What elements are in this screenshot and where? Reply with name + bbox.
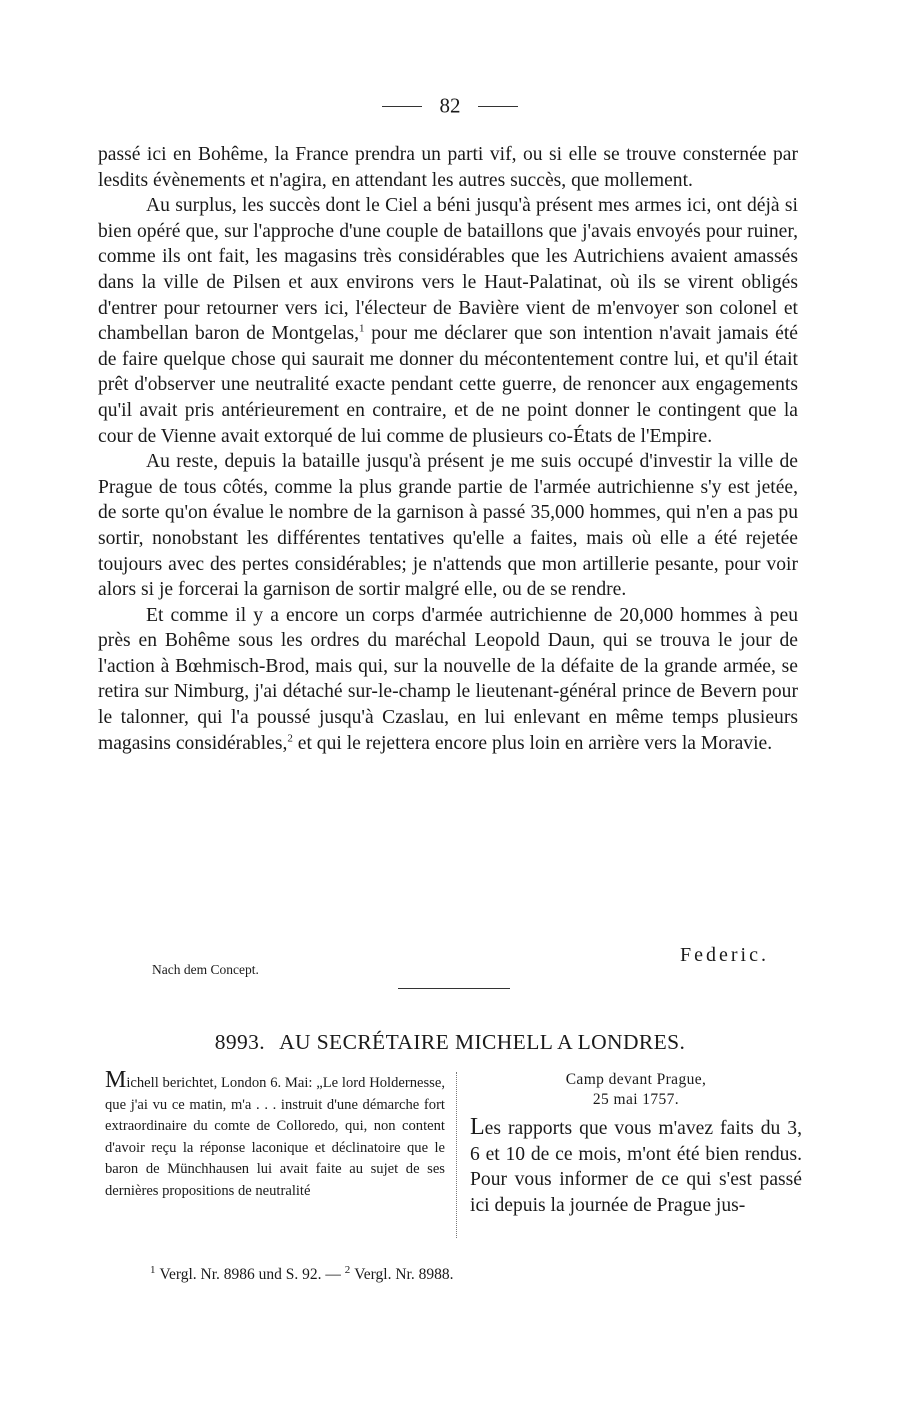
summary-initial: M — [105, 1067, 127, 1093]
header-rule-right — [478, 106, 518, 107]
footnote-1-text: Vergl. Nr. 8986 und S. 92. — — [159, 1266, 341, 1283]
main-body-text — [98, 142, 798, 756]
paragraph-4-part-b: et qui le rejettera encore plus loin en arrière vers la Moravie. — [292, 732, 773, 754]
signature: Federic. — [680, 944, 769, 966]
dateline-date: 25 mai 1757. — [592, 1090, 680, 1108]
paragraph-2-part-a: Au surplus, les succès dont le Ciel a béni jusqu'à présent mes armes ici, ont déjà si bien opéré que, sur l'approche d'une couple de bataillons que j'avais envoyés pour ruiner, comme ils ont fait, les magasins très considérables que les Autrichiens avaient amassés dans la ville de Pilsen et aux environs vers le Haut-Palatinat, où ils se virent obligés d'entrer pour retourner vers ici, l'électeur de Bavière vient de m'envoyer son colonel et chambellan baron de Montgelas, — [98, 195, 798, 345]
paragraph-3: Au reste, depuis la bataille jusqu'à présent je me suis occupé d'investir la ville de Prague de tous côtés, comme la plus grande partie de l'armée autrichienne s'y est jetée, de sorte qu'on évalue le nombre de la garnison à passé 35,000 hommes, qui n'en a pas pu sortir, nonobstant les différentes tentatives qu'elle a faites, mais où elle a été rejetée toujours avec des pertes considérables; je n'attends que mon artillerie pesante, pour voir alors si je forcerai la garnison de sortir malgré elle, ou de se rendre. — [98, 451, 798, 601]
footnote-ref-2: 2 — [287, 732, 293, 745]
footnote-2-marker: 2 — [344, 1263, 351, 1276]
letter-initial: L — [470, 1114, 485, 1140]
section-title: AU SECRÉTAIRE MICHELL A LONDRES. — [279, 1030, 686, 1054]
letter-text-block — [470, 1115, 802, 1218]
header-rule-left — [382, 106, 422, 107]
section-divider — [398, 988, 510, 989]
summary-text: ichell berichtet, London 6. Mai: „Le lord Holdernesse, que j'ai vu ce matin, m'a . . . instruit d'une démarche fort extraordinaire du comte de Colloredo, qui, non content d'avoir reçu la réponse laconique et déclinatoire que le baron de Münchhausen lui avait faite au sujet de ses dernières propositions de neutralité — [105, 1075, 445, 1199]
paragraph-2 — [98, 193, 798, 449]
page-number: 82 — [439, 93, 461, 118]
letter-text: es rapports que vous m'avez faits du 3, 6 et 10 de ce mois, m'ont été bien rendus. Pour vous informer de ce qui s'est passé ici depuis la journée de Prague jus- — [470, 1118, 802, 1216]
paragraph-1: passé ici en Bohême, la France prendra un parti vif, ou si elle se trouve consternée par lesdits évènements et n'agira, en attendant les autres succès, que mollement. — [98, 144, 798, 191]
section-heading — [0, 1030, 900, 1055]
column-divider — [456, 1072, 457, 1238]
page-header — [0, 92, 900, 122]
letter-column — [470, 1070, 802, 1218]
paragraph-4 — [98, 603, 798, 757]
dateline-place: Camp devant Prague, — [565, 1071, 707, 1088]
footnote-2-text: Vergl. Nr. 8988. — [354, 1266, 454, 1283]
footnotes — [150, 1263, 454, 1284]
section-number: 8993. — [214, 1030, 266, 1054]
paragraph-4-part-a: Et comme il y a encore un corps d'armée autrichienne de 20,000 hommes à peu près en Bohême sous les ordres du maréchal Leopold Daun, qui se trouva le jour de l'action à Bœhmisch-Brod, mais qui, sur la nouvelle de la défaite de la grande armée, se retira sur Nimburg, j'ai détaché sur-le-champ le lieutenant-général prince de Bevern pour le talonner, qui l'a poussé jusqu'à Czaslau, en lui enlevant en même temps plusieurs magasins considérables, — [98, 604, 798, 754]
footnote-1-marker: 1 — [150, 1263, 156, 1276]
footnote-ref-1: 1 — [359, 322, 365, 335]
source-note: Nach dem Concept. — [152, 962, 259, 977]
summary-column — [105, 1067, 445, 1202]
paragraph-2-part-b: pour me déclarer que son intention n'avait jamais été de faire quelque chose qui saurait me donner du mécontentement contre lui, et qu'il était prêt d'observer une neutralité exacte pendant cette guerre, de renoncer aux engagements qu'il avait pris antérieurement en contraire, et de ne point donner le contingent que la cour de Vienne avait extorqué de lui comme de plusieurs co-États de l'Empire. — [98, 323, 798, 447]
